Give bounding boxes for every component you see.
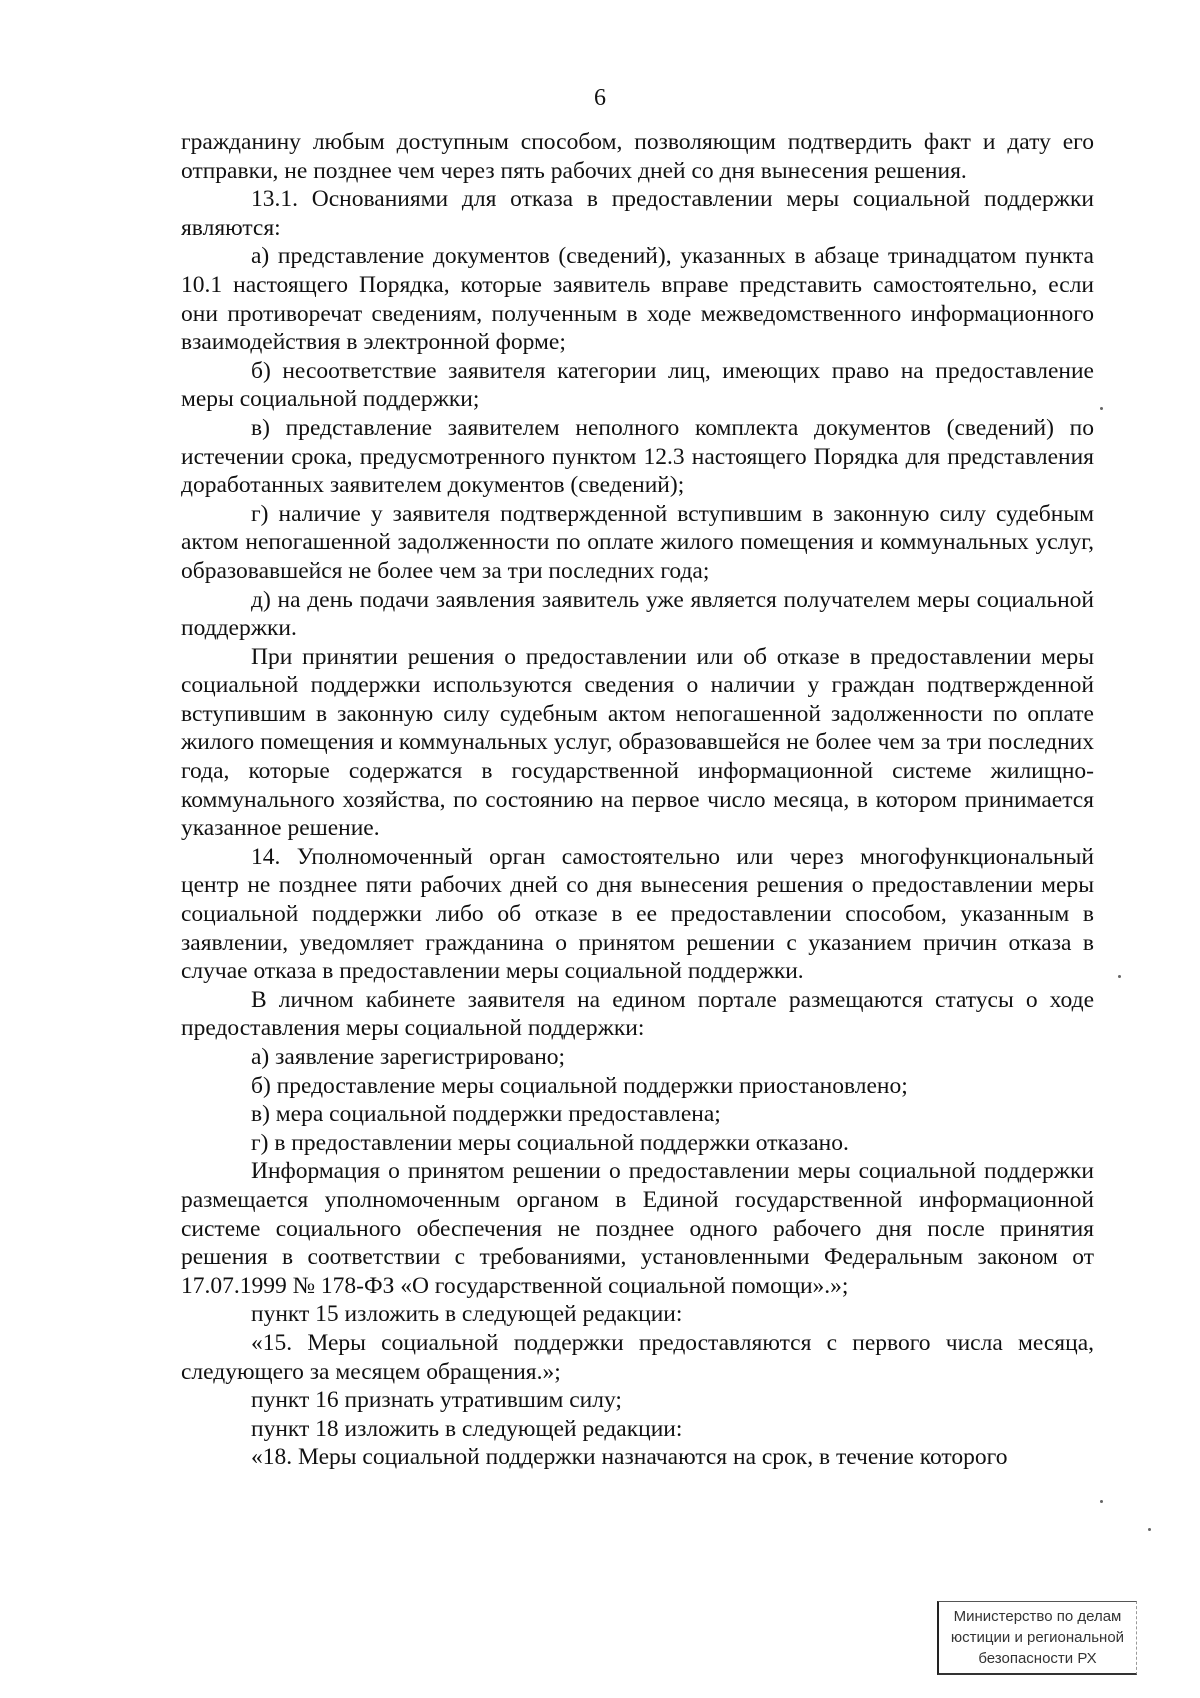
paragraph: а) представление документов (сведений), указанных в абзаце тринадцатом пункта 10.1 настоящего Порядка, которые заявитель вправе представить самостоятельно, если они противоречат сведениям, полученным в ходе межведомственного информационного взаимодействия в электронной форме;	[181, 243, 1094, 356]
scan-speck	[1148, 1528, 1151, 1531]
paragraph: пункт 16 признать утратившим силу;	[251, 1387, 622, 1414]
list-item: б) предоставление меры социальной поддержки приостановлено;	[251, 1072, 908, 1099]
paragraph: г) наличие у заявителя подтвержденной вступившим в законную силу судебным актом непогашенной задолженности по оплате жилого помещения и коммунальных услуг, образовавшейся не более чем за три последних года;	[181, 500, 1094, 584]
list-item: а) заявление зарегистрировано;	[251, 1044, 566, 1070]
paragraph: 13.1. Основаниями для отказа в предоставлении меры социальной поддержки являются:	[181, 186, 1094, 241]
paragraph: д) на день подачи заявления заявитель уже является получателем меры социальной поддержки.	[181, 586, 1094, 642]
paragraph: При принятии решения о предоставлении или об отказе в предоставлении меры социальной поддержки используются сведения о наличии у граждан подтвержденной вступившим в законную силу судебным актом непогашенной задолженности по оплате жилого помещения и коммунальных услуг, образовавшейся не более чем за три последних года, которые содержатся в государственной информационной системе жилищно-коммунального хозяйства, по состоянию на первое число месяца, в котором принимается указанное решение.	[181, 643, 1094, 842]
paragraph: «18. Меры социальной поддержки назначаются на срок, в течение которого	[251, 1444, 1008, 1471]
list-item: г) в предоставлении меры социальной поддержки отказано.	[251, 1129, 849, 1156]
stamp-line: безопасности РХ	[978, 1650, 1097, 1667]
paragraph: Информация о принятом решении о предоставлении меры социальной поддержки размещается уполномоченным органом в Единой государственной информационной системе социального обеспечения не позднее одного рабочего дня после принятия решения в соответствии с требованиями, установленными Федеральным законом от 17.07.1999 № 178-ФЗ «О государственной социальной помощи».»;	[181, 1158, 1094, 1299]
document-body	[181, 128, 1094, 1472]
stamp-line: Министерство по делам	[953, 1608, 1122, 1625]
stamp-line: юстиции и региональной	[950, 1629, 1125, 1646]
paragraph: пункт 18 изложить в следующей редакции:	[251, 1415, 683, 1442]
page-number: 6	[594, 85, 606, 111]
paragraph: «15. Меры социальной поддержки предоставляются с первого числа месяца, следующего за месяцем обращения.»;	[181, 1329, 1094, 1385]
list-item: в) мера социальной поддержки предоставлена;	[251, 1101, 721, 1128]
paragraph: гражданину любым доступным способом, позволяющим подтвердить факт и дату его отправки, не позднее чем через пять рабочих дней со дня вынесения решения.	[181, 129, 1094, 184]
registration-stamp	[937, 1601, 1137, 1675]
paragraph: В личном кабинете заявителя на едином портале размещаются статусы о ходе предоставления меры социальной поддержки:	[181, 986, 1094, 1042]
scan-speck	[1100, 1500, 1103, 1503]
paragraph: б) несоответствие заявителя категории лиц, имеющих право на предоставление меры социальной поддержки;	[181, 357, 1094, 413]
paragraph: в) представление заявителем неполного комплекта документов (сведений) по истечении срока, предусмотренного пунктом 12.3 настоящего Порядка для представления доработанных заявителем документов (сведений);	[181, 414, 1094, 499]
paragraph: 14. Уполномоченный орган самостоятельно или через многофункциональный центр не позднее пяти рабочих дней со дня вынесения решения о предоставлении меры социальной поддержки либо об отказе в ее предоставлении способом, указанным в заявлении, уведомляет гражданина о принятом решении с указанием причин отказа в случае отказа в предоставлении меры социальной поддержки.	[181, 843, 1094, 985]
scan-speck	[1100, 407, 1103, 410]
scan-speck	[1118, 975, 1121, 978]
paragraph: пункт 15 изложить в следующей редакции:	[251, 1301, 683, 1328]
